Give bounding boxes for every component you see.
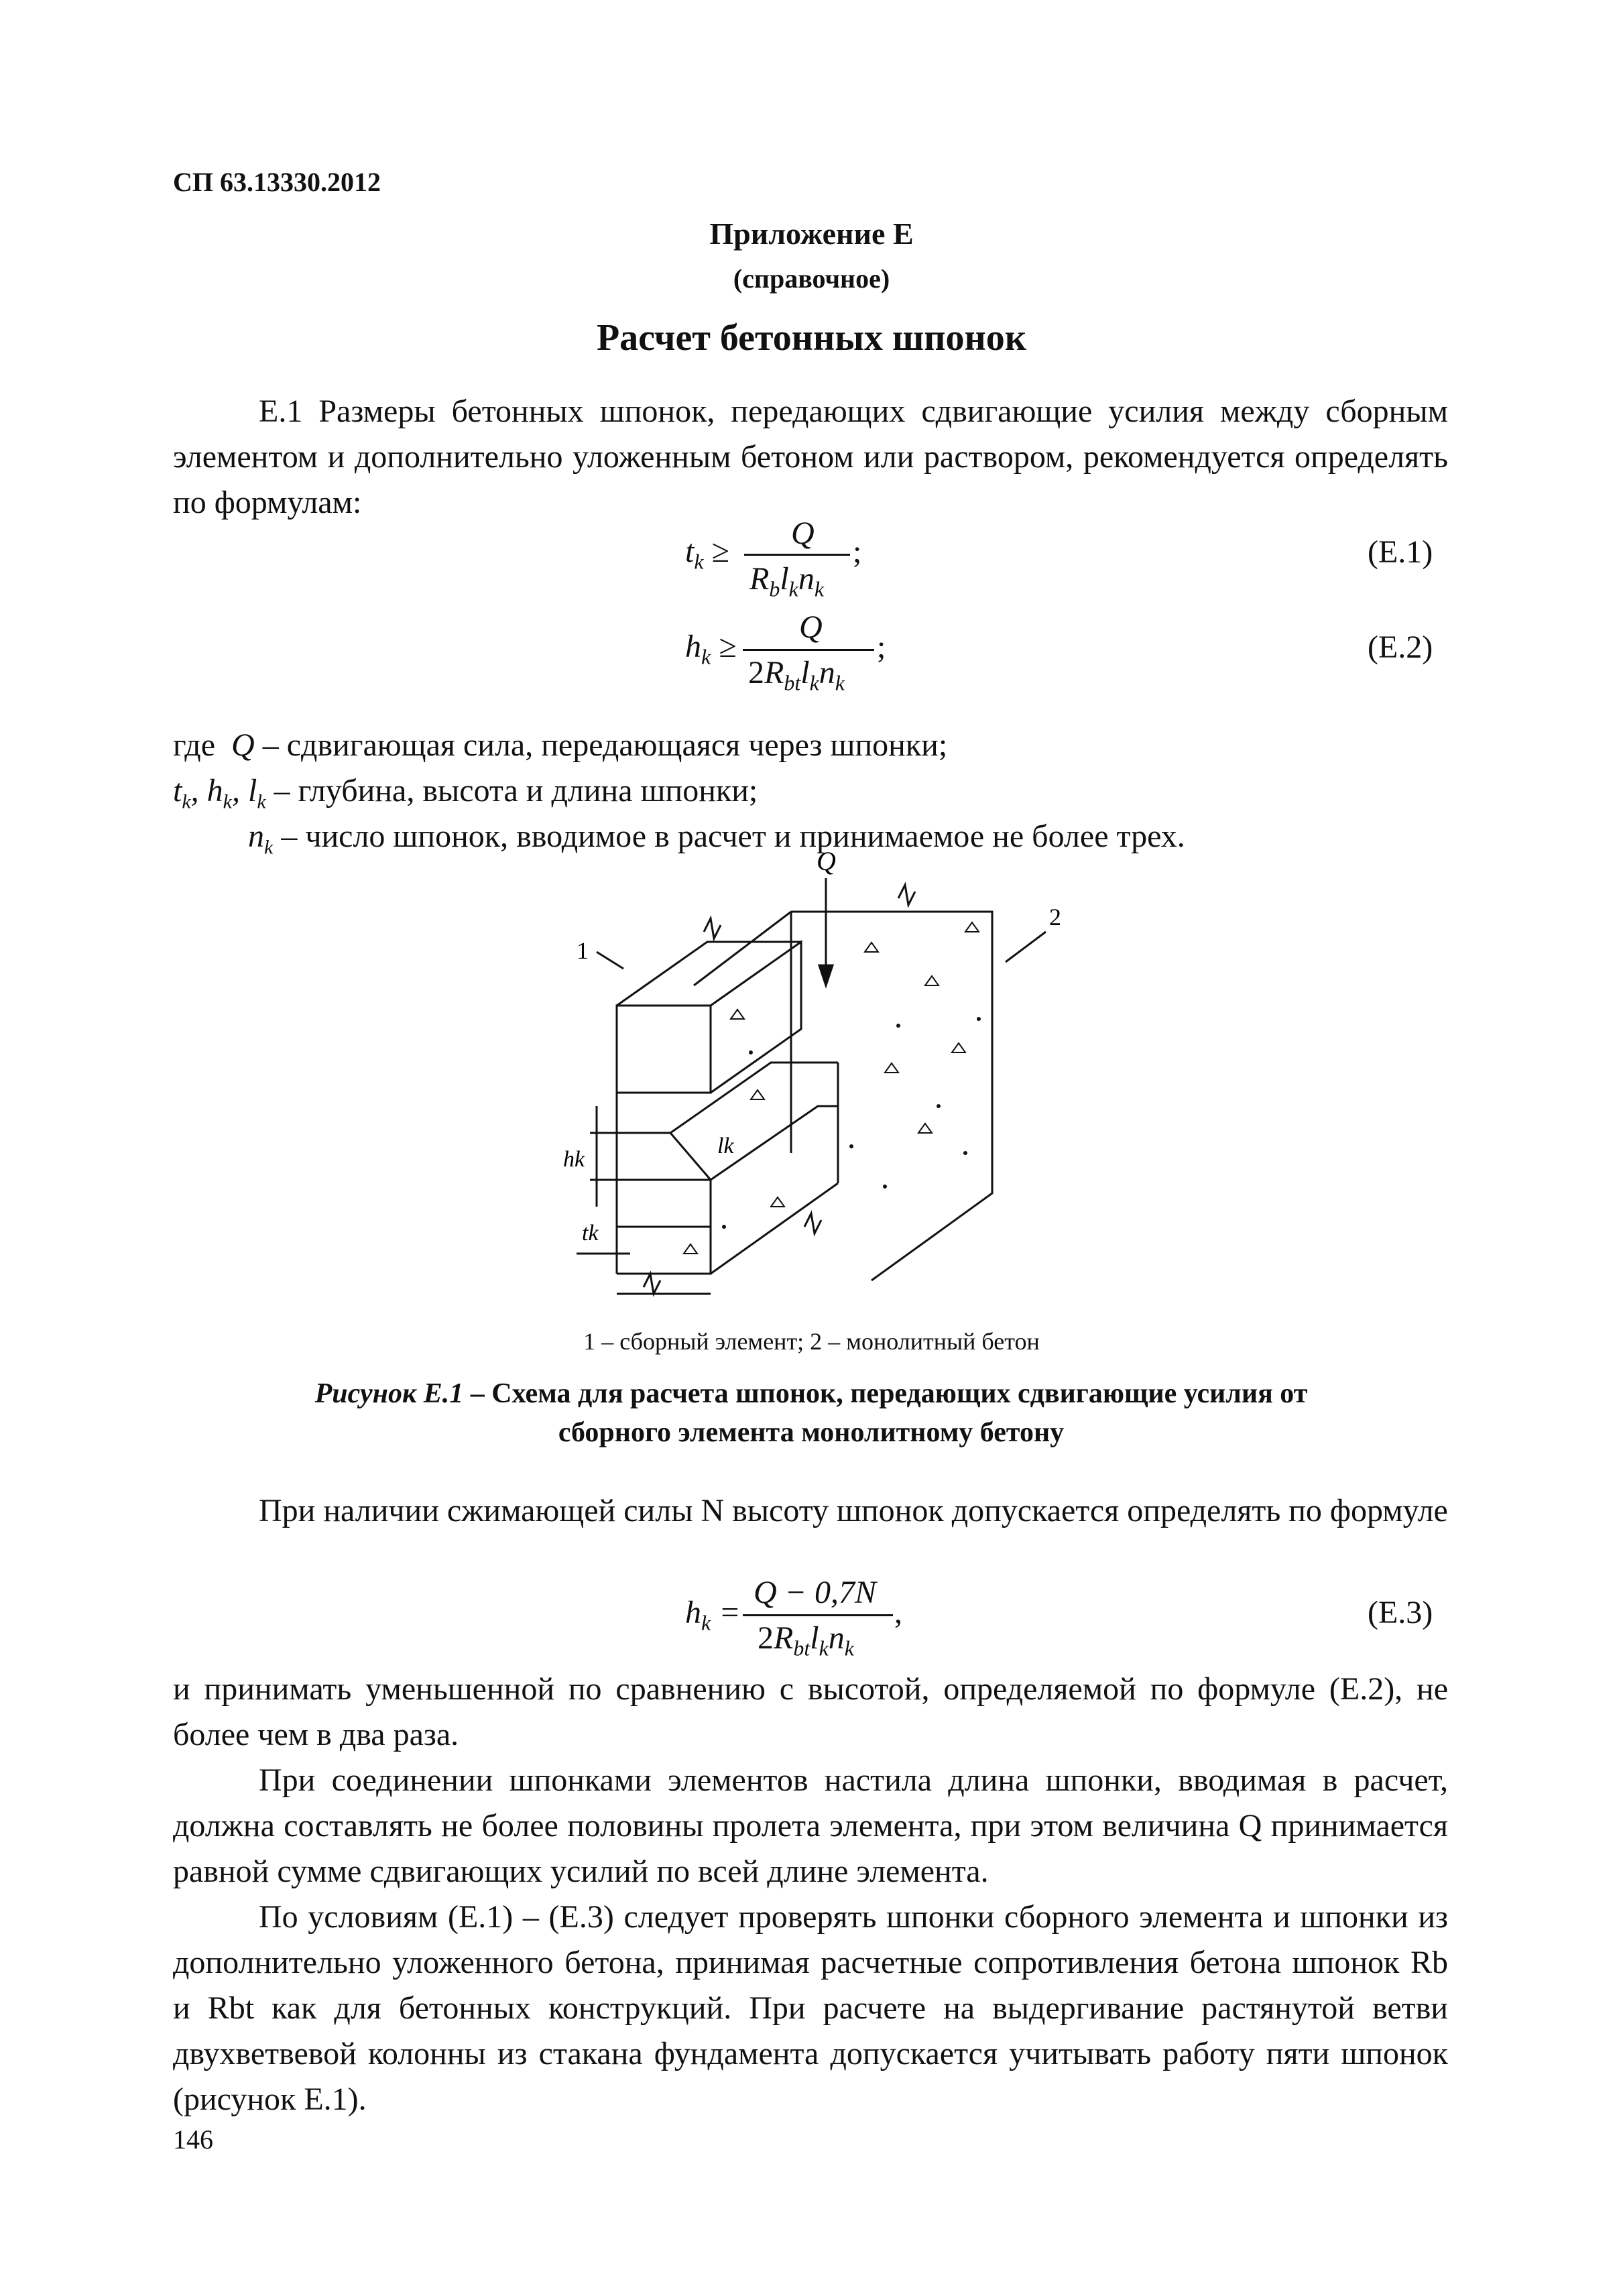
paragraph-slab-keys: При соединении шпонками элементов настила длина шпонки, вводимая в расчет, должна составлять не более половины пролета элемента, при этом величина Q принимается равной сумме сдвигающих усилий по всей длине элемента.	[173, 1762, 1448, 1889]
label-lk: lk	[717, 1134, 734, 1158]
formula-e3-lhs: $h_k$ =	[685, 1595, 741, 1635]
document-code: СП 63.13330.2012	[173, 167, 381, 197]
key-top	[617, 1063, 838, 1133]
page-number: 146	[173, 2124, 213, 2155]
formula-e1-number: (Е.1)	[1368, 534, 1433, 570]
formula-e2-number: (Е.2)	[1368, 629, 1433, 665]
label-2: 2	[1049, 904, 1061, 930]
formula-e1-tail: ;	[853, 534, 862, 570]
label-hk: hk	[563, 1147, 585, 1172]
appendix-status: (справочное)	[733, 263, 890, 294]
formula-e2-denominator: $2R_{bt}l_kn_k$	[748, 655, 845, 695]
paragraph-reduced-height: и принимать уменьшенной по сравнению с высотой, определяемой по формуле (Е.2), не более чем в два раза.	[173, 1671, 1448, 1752]
symbol-n: $n_k$	[248, 819, 274, 859]
label-1: 1	[577, 937, 589, 964]
where-q	[173, 723, 947, 768]
where-n-text: – число шпонок, вводимое в расчет и принимаемое не более трех.	[273, 819, 1185, 854]
leader-1	[597, 952, 623, 969]
hk-dimension	[590, 1106, 617, 1207]
intro-paragraph: Е.1 Размеры бетонных шпонок, передающих сдвигающие усилия между сборным элементом и дополнительно уложенным бетоном или раствором, рекомендуется определять по формулам:	[173, 394, 1448, 520]
figure-legend: 1 – сборный элемент; 2 – монолитный бетон	[583, 1328, 1040, 1355]
where-q-text: – сдвигающая сила, передающаяся через шпонки;	[254, 727, 948, 763]
formula-e3-denominator: $2R_{bt}l_kn_k$	[758, 1620, 854, 1660]
leader-2	[1006, 932, 1046, 962]
label-q: Q	[817, 851, 836, 876]
formula-e2-tail: ;	[877, 629, 886, 665]
paragraph-check-conditions: По условиям (Е.1) – (Е.3) следует проверять шпонки сборного элемента и шпонки из дополнительно уложенного бетона, принимая расчетные сопротивления бетона шпонок Rb и Rbt как для бетонных конструкций. При расчете на выдергивание растянутой ветви двухветвевой колонны из стакана фундамента допускается учитывать работу пяти шпонок (рисунок Е.1).	[173, 1899, 1448, 2117]
formula-e2-fraction-bar	[743, 649, 874, 651]
formula-e3-tail: ,	[894, 1595, 902, 1630]
figure-caption-prefix: Рисунок Е.1	[314, 1378, 464, 1409]
where-dims-text: – глубина, высота и длина шпонки;	[265, 773, 758, 808]
precast-upper	[617, 1006, 711, 1093]
figure-caption-text: – Схема для расчета шпонок, передающих сдвигающие усилия от сборного элемента монолитному бетону	[463, 1378, 1308, 1448]
formula-e3-number: (Е.3)	[1368, 1595, 1433, 1630]
formula-e2-numerator: Q	[799, 609, 823, 645]
formula-e1-fraction-bar	[744, 554, 850, 556]
label-tk: tk	[582, 1221, 599, 1246]
formula-e3-numerator: Q − 0,7N	[754, 1575, 877, 1610]
where-word: где	[173, 727, 216, 763]
appendix-label: Приложение Е	[709, 217, 914, 251]
formula-e3-fraction-bar	[743, 1614, 893, 1616]
paragraph-compressive-force: При наличии сжимающей силы N высоту шпонок допускается определять по формуле	[259, 1493, 1448, 1528]
formula-e1-denominator: $R_bl_kn_k$	[749, 561, 825, 601]
force-arrow-head	[819, 965, 833, 985]
symbol-q: Q	[231, 727, 255, 763]
figure-e1-diagram	[550, 851, 1086, 1321]
formula-e1-numerator: Q	[791, 516, 815, 551]
figure-caption	[282, 1374, 1341, 1452]
formula-e1-lhs: $t_k$ ≥	[685, 534, 729, 574]
formula-e2-lhs: $h_k$ ≥	[685, 629, 737, 669]
appendix-title: Расчет бетонных шпонок	[596, 317, 1027, 359]
symbol-dims: $t_k$, $h_k$, $l_k$	[173, 773, 266, 813]
